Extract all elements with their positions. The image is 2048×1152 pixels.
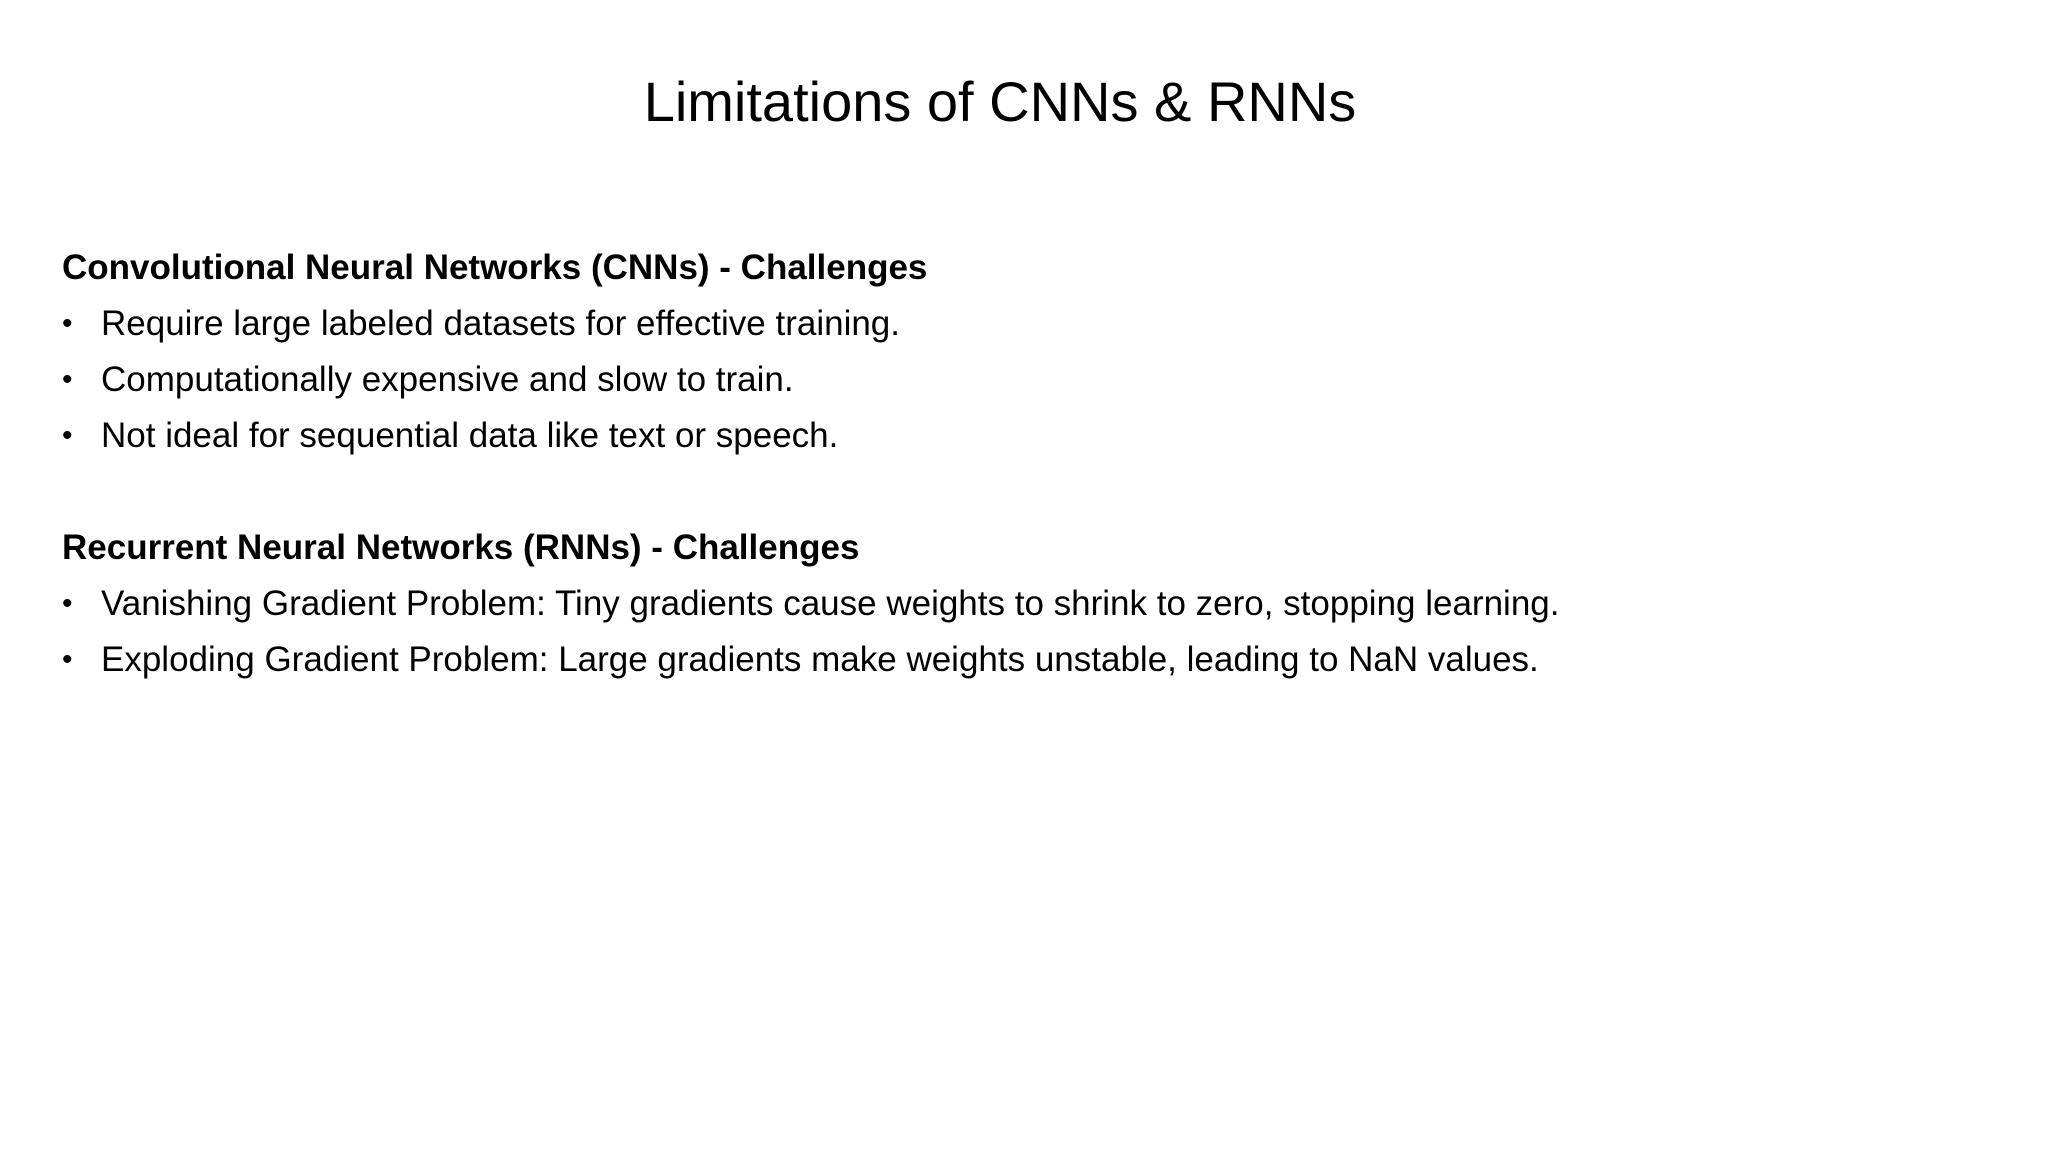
list-item bbox=[62, 576, 1962, 632]
bullet-icon: • bbox=[62, 363, 73, 396]
bullet-list bbox=[62, 576, 1962, 688]
bullet-icon: • bbox=[62, 419, 73, 452]
bullet-icon: • bbox=[62, 307, 73, 340]
section-rnn bbox=[62, 520, 1962, 688]
section-cnn bbox=[62, 240, 1962, 464]
list-item bbox=[62, 408, 1962, 464]
list-item bbox=[62, 296, 1962, 352]
slide-title: Limitations of CNNs & RNNs bbox=[643, 70, 1357, 133]
bullet-text: Computationally expensive and slow to train. bbox=[101, 360, 794, 399]
bullet-text: Not ideal for sequential data like text or speech. bbox=[101, 416, 839, 455]
section-heading: Recurrent Neural Networks (RNNs) - Challenges bbox=[62, 528, 860, 567]
bullet-list bbox=[62, 296, 1962, 464]
slide-content bbox=[62, 240, 1962, 688]
section-spacer bbox=[62, 464, 1962, 520]
bullet-text: Exploding Gradient Problem: Large gradients make weights unstable, leading to NaN values. bbox=[101, 640, 1539, 679]
bullet-icon: • bbox=[62, 587, 73, 620]
list-item bbox=[62, 632, 1962, 688]
bullet-icon: • bbox=[62, 643, 73, 676]
bullet-text: Require large labeled datasets for effective training. bbox=[101, 304, 901, 343]
section-heading: Convolutional Neural Networks (CNNs) - Challenges bbox=[62, 248, 928, 287]
bullet-text: Vanishing Gradient Problem: Tiny gradients cause weights to shrink to zero, stopping learning. bbox=[101, 584, 1560, 623]
list-item bbox=[62, 352, 1962, 408]
